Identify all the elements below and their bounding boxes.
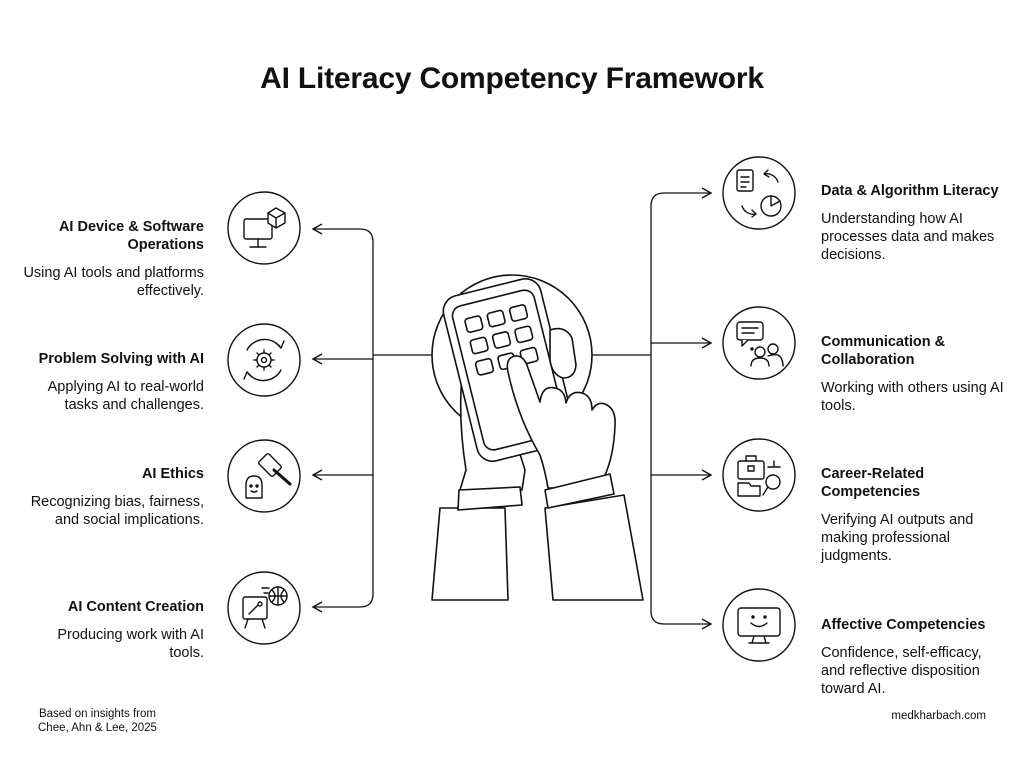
node-description: Working with others using AI tools. <box>821 380 1004 414</box>
hands-tablet-icon <box>432 275 643 600</box>
node-title: Communication & Collaboration <box>821 334 946 368</box>
node-description: Producing work with AI tools. <box>57 627 204 661</box>
page-title: AI Literacy Competency Framework <box>260 62 764 95</box>
smiling-monitor-icon <box>723 589 795 661</box>
source-line: Based on insights from <box>38 708 156 720</box>
node-title: Career-Related Competencies <box>821 466 925 500</box>
node-data-algorithm-literacy <box>821 182 1006 264</box>
source-credit <box>38 707 157 735</box>
node-affective-competencies <box>821 616 1006 698</box>
gear-cycle-icon <box>228 324 300 396</box>
node-description: Using AI tools and platforms effectively. <box>23 265 204 299</box>
chat-people-icon <box>723 307 795 379</box>
node-title: Affective Competencies <box>821 617 986 633</box>
gavel-icon <box>228 440 300 512</box>
document-piechart-icon <box>723 157 795 229</box>
node-description: Confidence, self-efficacy, and reflective disposition toward AI. <box>821 645 982 697</box>
site-credit: medkharbach.com <box>891 710 986 722</box>
node-communication-collaboration <box>821 333 1006 415</box>
node-ai-device-software-operations <box>19 218 204 300</box>
node-title: Problem Solving with AI <box>38 351 204 367</box>
source-line: Chee, Ahn & Lee, 2025 <box>38 722 157 734</box>
node-ai-content-creation <box>19 598 204 662</box>
node-title: AI Device & Software Operations <box>58 219 204 253</box>
node-description: Verifying AI outputs and making professional judgments. <box>821 512 974 564</box>
node-title: Data & Algorithm Literacy <box>821 183 999 199</box>
node-title: AI Content Creation <box>67 599 204 615</box>
node-title: AI Ethics <box>141 466 204 482</box>
easel-globe-icon <box>228 572 300 644</box>
briefcase-magnifier-icon <box>723 439 795 511</box>
node-ai-ethics <box>19 465 204 529</box>
node-problem-solving-with-ai <box>19 350 204 414</box>
node-career-related-competencies <box>821 465 1006 565</box>
node-description: Understanding how AI processes data and makes decisions. <box>821 211 995 263</box>
node-description: Recognizing bias, fairness, and social implications. <box>30 494 204 528</box>
node-description: Applying AI to real-world tasks and challenges. <box>47 379 204 413</box>
monitor-cube-icon <box>228 192 300 264</box>
